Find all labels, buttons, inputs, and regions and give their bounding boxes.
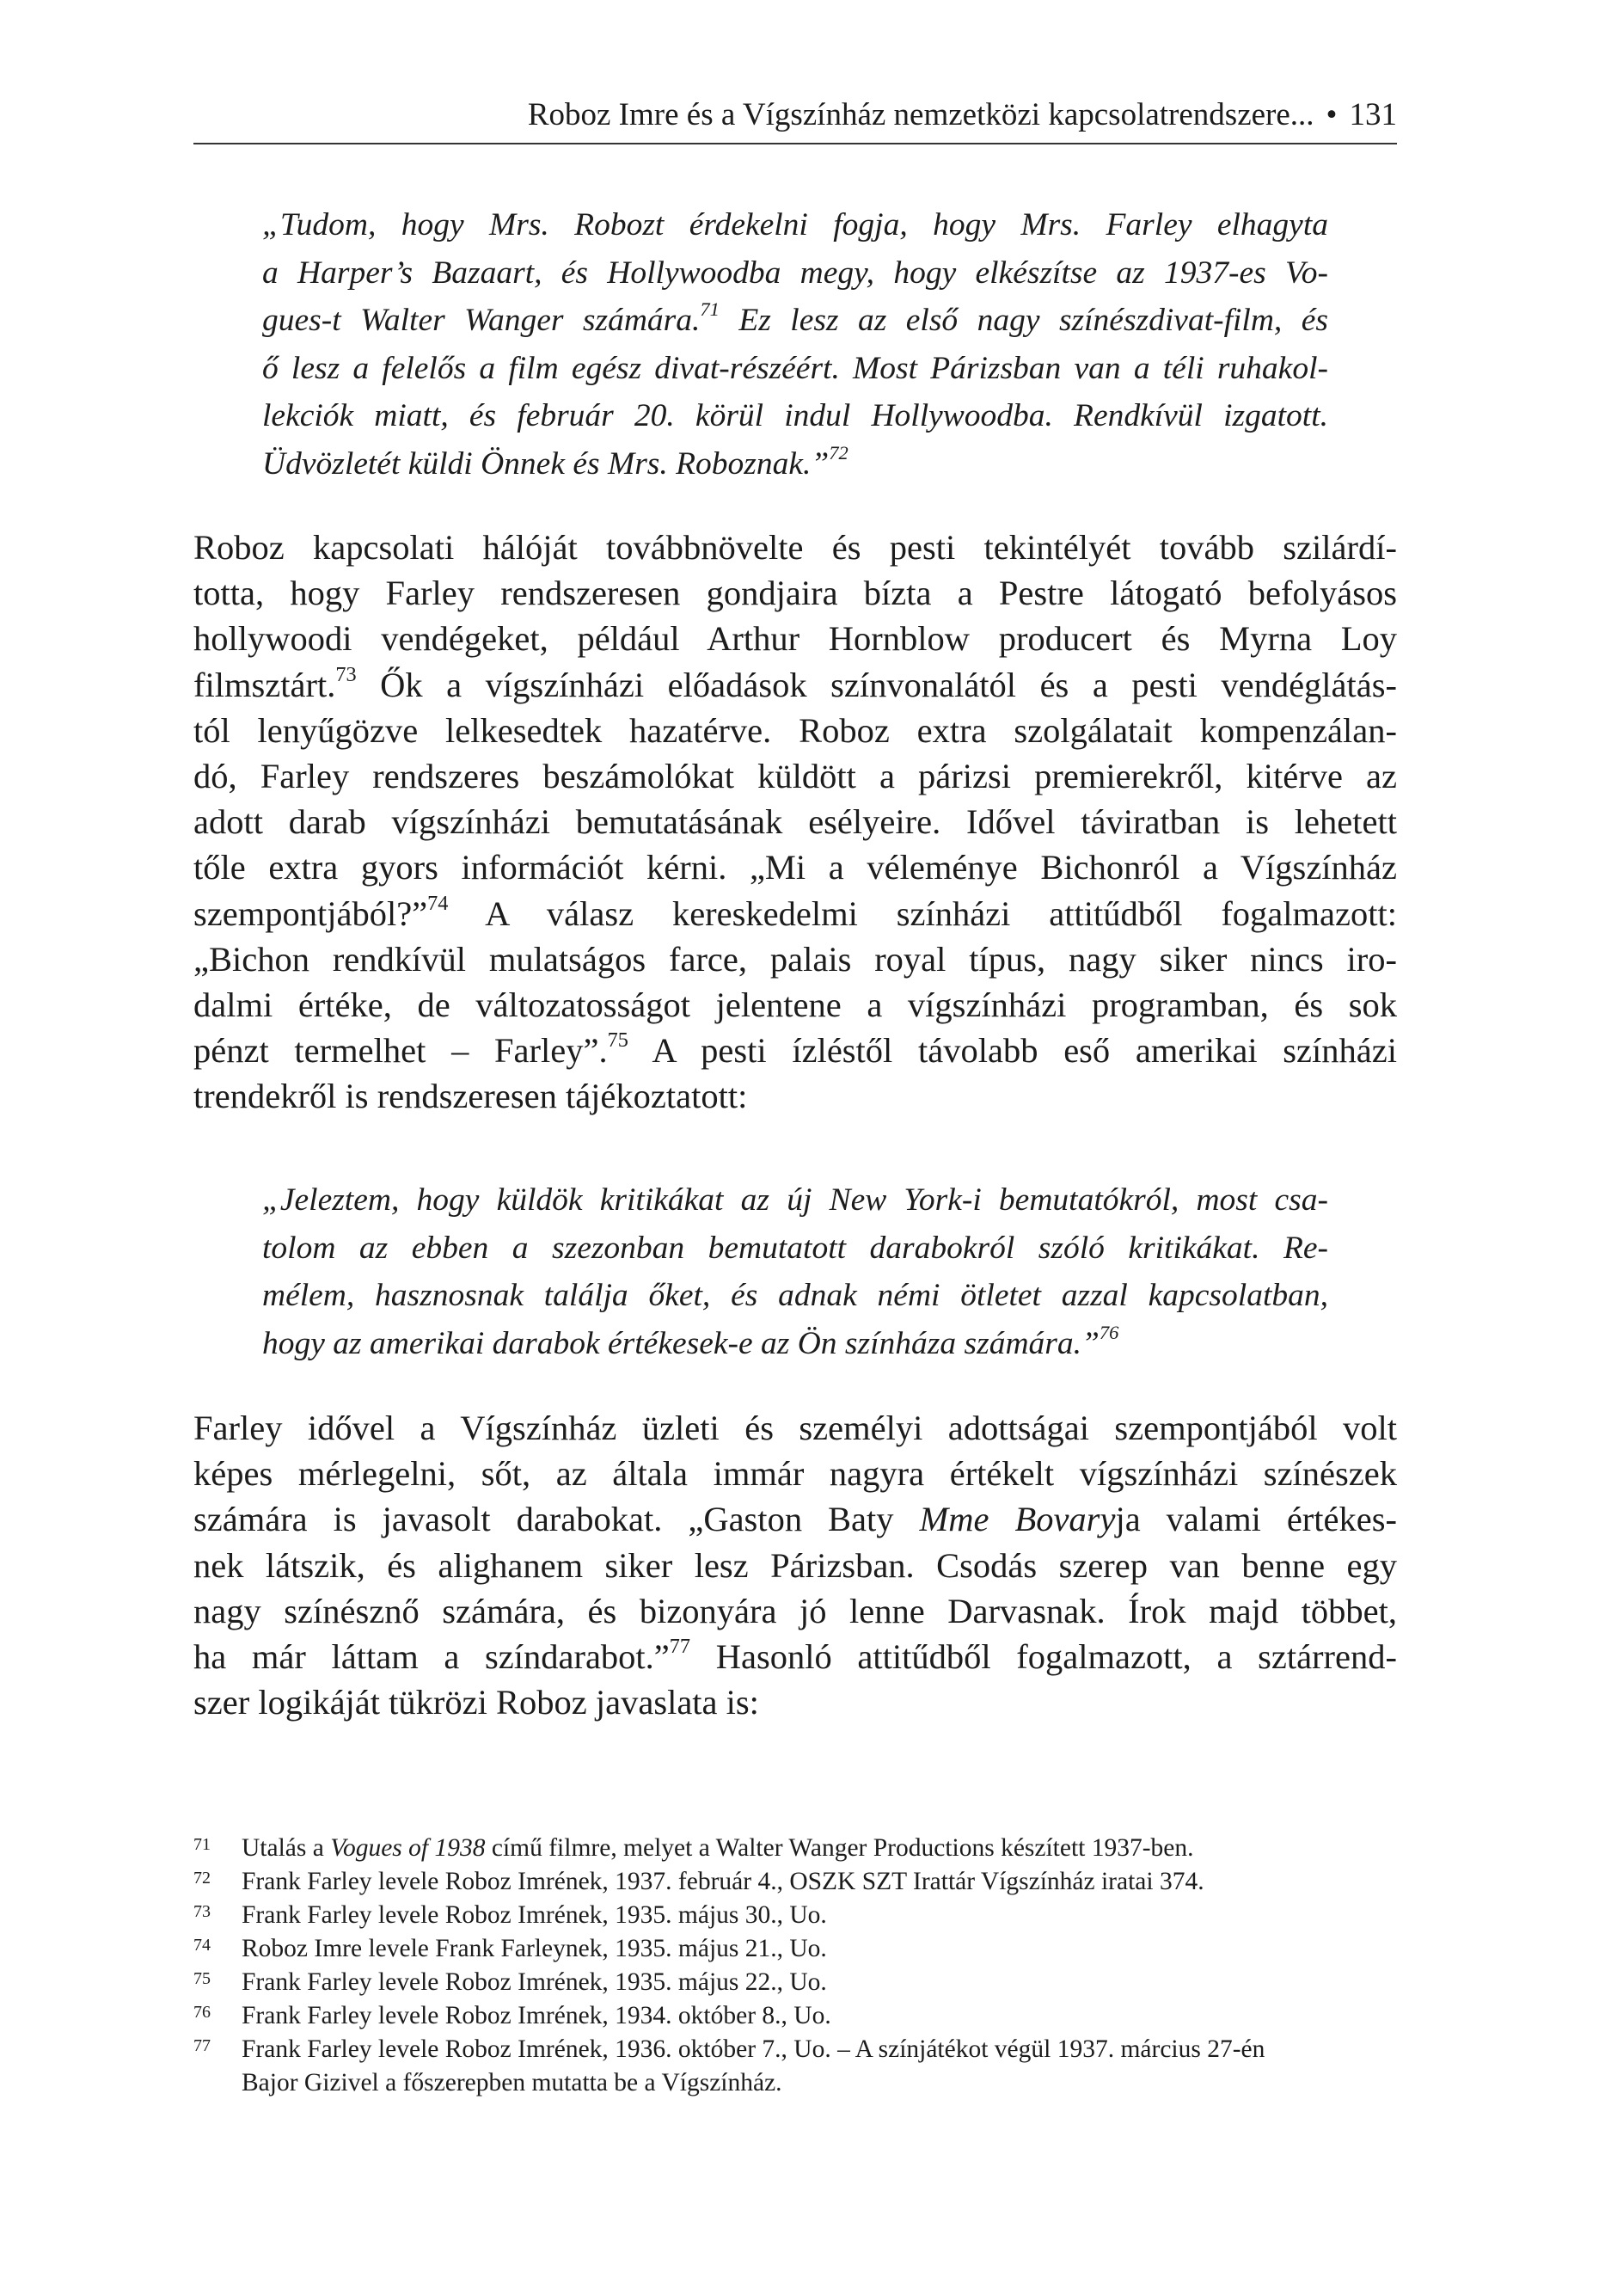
text-line: Farley idővel a Vígszínház üzleti és személyi adottságai szempontjából volt bbox=[193, 1409, 1397, 1447]
footnote-number: 73 bbox=[193, 1902, 211, 1921]
text-line: trendekről is rendszeresen tájékoztatott: bbox=[193, 1077, 748, 1116]
footnote-number: 76 bbox=[193, 2003, 211, 2022]
text-line: „Tudom, hogy Mrs. Robozt érdekelni fogja, hogy Mrs. Farley elhagyta bbox=[262, 207, 1328, 242]
text-line: hogy az amerikai darabok értékesek-e az Ön színháza számára.”$^{76}$ bbox=[262, 1321, 1119, 1361]
text-line: hollywoodi vendégeket, például Arthur Hornblow producert és Myrna Loy bbox=[193, 619, 1397, 659]
block-quote-2 bbox=[262, 1176, 1328, 1367]
footnote bbox=[193, 1832, 1397, 1865]
text-line: szempontjából?”$^{74}$ A válasz kereskedelmi színházi attitűdből fogalmazott: bbox=[193, 891, 1397, 933]
text-line: filmsztárt.$^{73}$ Ők a vígszínházi előadások színvonalától és a pesti vendéglátás- bbox=[193, 662, 1398, 704]
running-header bbox=[193, 86, 1397, 144]
text-line: nek látszik, és alighanem siker lesz Párizsban. Csodás szerep van benne egy bbox=[193, 1545, 1397, 1585]
footnote-text: Utalás a Vogues of 1938 című filmre, melyet a Walter Wanger Productions készített 1937-ben. bbox=[242, 1834, 1194, 1862]
footnote-ref: 77 bbox=[669, 1634, 691, 1658]
text-line: lekciók miatt, és február 20. körül indul Hollywoodba. Rendkívül izgatott. bbox=[262, 398, 1328, 433]
text-line: ha már láttam a színdarabot.”$^{77}$ Hasonló attitűdből fogalmazott, a sztárrend- bbox=[193, 1634, 1397, 1677]
footnote-ref: 71 bbox=[700, 298, 720, 321]
footnote-ref: 76 bbox=[1099, 1321, 1119, 1343]
text-line: nagy színésznő számára, és bizonyára jó lenne Darvasnak. Írok majd többet, bbox=[193, 1591, 1397, 1630]
footnote-number: 71 bbox=[193, 1835, 211, 1854]
body-paragraph-2 bbox=[193, 1405, 1397, 1725]
footnote bbox=[193, 1966, 1397, 1999]
footnote-number: 77 bbox=[193, 2036, 211, 2055]
text-line: tól lenyűgözve lelkesedtek hazatérve. Roboz extra szolgálatait kompenzálan- bbox=[193, 710, 1397, 750]
text-line: tolom az ebben a szezonban bemutatott darabokról szóló kritikákat. Re- bbox=[262, 1230, 1328, 1266]
footnote-text: Roboz Imre levele Frank Farleynek, 1935. május 21., Uo. bbox=[242, 1935, 827, 1962]
work-title: Mme Bovary bbox=[919, 1500, 1116, 1539]
body-paragraph-1 bbox=[193, 525, 1397, 1120]
header-bullet: • bbox=[1326, 96, 1338, 132]
text-line: szer logikáját tükrözi Roboz javaslata is: bbox=[193, 1683, 759, 1722]
text-line: Roboz kapcsolati hálóját továbbnövelte és pesti tekintélyét tovább szilárdí- bbox=[193, 528, 1397, 567]
text-line: mélem, hasznosnak találja őket, és adnak némi ötletet azzal kapcsolatban, bbox=[262, 1278, 1328, 1313]
footnote bbox=[193, 1899, 1397, 1932]
footnote-ref: 72 bbox=[829, 441, 848, 463]
text-line: dó, Farley rendszeres beszámolókat küldött a párizsi premierekről, kitérve az bbox=[193, 757, 1397, 796]
text-line: adott darab vígszínházi bemutatásának esélyeire. Idővel táviratban is lehetett bbox=[193, 802, 1397, 842]
footnote-ref: 75 bbox=[607, 1028, 628, 1053]
block-quote-1 bbox=[262, 201, 1328, 488]
footnote bbox=[193, 1999, 1397, 2033]
text-line: tőle extra gyors információt kérni. „Mi a véleménye Bichonról a Vígszínház bbox=[193, 848, 1397, 887]
text-line: „Jeleztem, hogy küldök kritikákat az új New York-i bemutatókról, most csa- bbox=[262, 1182, 1328, 1218]
footnote-ref: 73 bbox=[335, 662, 357, 686]
footnote-text: Frank Farley levele Roboz Imrének, 1935. május 30., Uo. bbox=[242, 1901, 827, 1929]
footnote-text: Frank Farley levele Roboz Imrének, 1935. május 22., Uo. bbox=[242, 1968, 827, 1996]
text-line: „Bichon rendkívül mulatságos farce, palais royal típus, nagy siker nincs iro- bbox=[193, 939, 1397, 979]
text-line: Üdvözletét küldi Önnek és Mrs. Roboznak.”$^{72}$ bbox=[262, 441, 848, 482]
text-line: számára is javasolt darabokat. „Gaston Baty Mme Bovaryja valami értékes- bbox=[193, 1500, 1397, 1539]
text-line: dalmi értéke, de változatosságot jelentene a vígszínházi programban, és sok bbox=[193, 985, 1397, 1025]
footnote bbox=[193, 2033, 1397, 2100]
footnote-text: Frank Farley levele Roboz Imrének, 1937. február 4., OSZK SZT Irattár Vígszínház iratai 374. bbox=[242, 1868, 1204, 1895]
page-number: 131 bbox=[1349, 96, 1397, 132]
footnote bbox=[193, 1865, 1397, 1899]
text-line: ő lesz a felelős a film egész divat-részéért. Most Párizsban van a téli ruhakol- bbox=[262, 350, 1328, 386]
text-line: a Harper’s Bazaart, és Hollywoodba megy, hogy elkészítse az 1937-es Vo- bbox=[262, 255, 1328, 291]
text-line: gues-t Walter Wanger számára.$^{71}$ Ez lesz az első nagy színészdivat-film, és bbox=[262, 298, 1328, 338]
running-title: Roboz Imre és a Vígszínház nemzetközi kapcsolatrendszere... bbox=[527, 96, 1314, 132]
footnote-number: 75 bbox=[193, 1969, 211, 1988]
footnote-number: 72 bbox=[193, 1869, 211, 1888]
footnote-text: Frank Farley levele Roboz Imrének, 1934. október 8., Uo. bbox=[242, 2002, 831, 2029]
footnotes bbox=[193, 1832, 1397, 2100]
footnote-text: Frank Farley levele Roboz Imrének, 1936. október 7., Uo. – A színjátékot végül 1937. március 27-én Bajor Gizivel a főszerepben mutatta be a Vígszínház. bbox=[242, 2035, 1265, 2096]
text-line: totta, hogy Farley rendszeresen gondjaira bízta a Pestre látogató befolyásos bbox=[193, 574, 1397, 613]
footnote-number: 74 bbox=[193, 1936, 211, 1955]
footnote bbox=[193, 1932, 1397, 1966]
text-line: képes mérlegelni, sőt, az általa immár nagyra értékelt vígszínházi színészek bbox=[193, 1454, 1397, 1494]
footnote-ref: 74 bbox=[427, 891, 449, 915]
text-line: pénzt termelhet – Farley”.$^{75}$ A pesti ízléstől távolabb eső amerikai színházi bbox=[193, 1028, 1397, 1071]
